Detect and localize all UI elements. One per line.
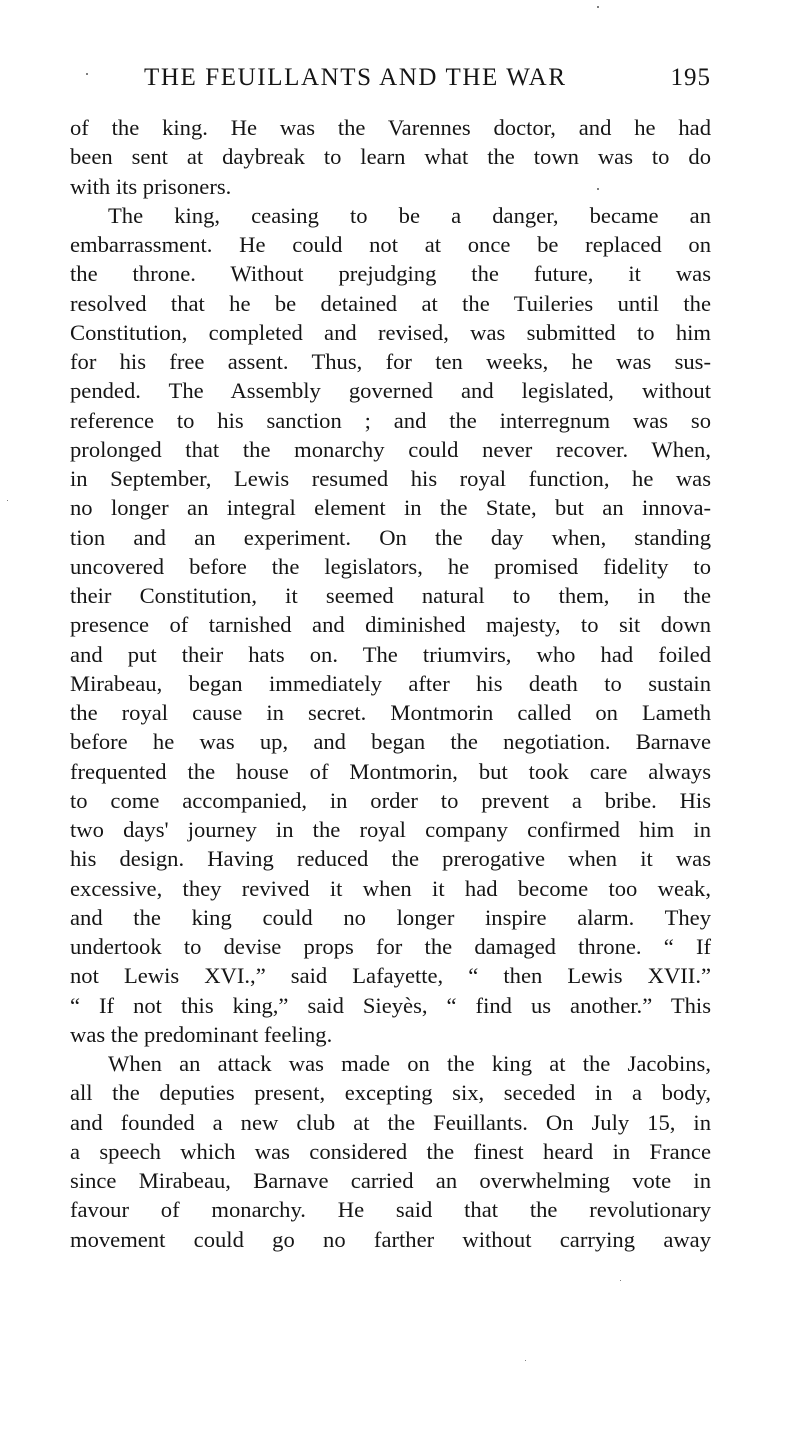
- text-line: presence of tarnished and diminished majesty, to sit down: [70, 612, 711, 638]
- text-line: with its prisoners.: [70, 173, 232, 199]
- text-line: resolved that he be detained at the Tuileries until the: [70, 290, 711, 316]
- scan-speck: [86, 73, 88, 75]
- text-line: tion and an experiment. On the day when, standing: [70, 524, 711, 550]
- scan-speck: [620, 1280, 621, 1281]
- text-line: movement could go no farther without carrying away: [70, 1226, 711, 1252]
- text-line: no longer an integral element in the State, but an innova-: [70, 495, 711, 521]
- text-line: frequented the house of Montmorin, but took care always: [70, 758, 711, 784]
- text-line: When an attack was made on the king at the Jacobins,: [108, 1051, 711, 1076]
- text-line: the throne. Without prejudging the future, it was: [70, 261, 711, 287]
- text-line: the royal cause in secret. Montmorin called on Lameth: [70, 700, 711, 725]
- text-line: pended. The Assembly governed and legislated, without: [70, 378, 711, 404]
- running-head: [70, 60, 711, 96]
- text-line: a speech which was considered the finest heard in France: [70, 1138, 711, 1164]
- text-line: The king, ceasing to be a danger, became an: [108, 202, 711, 228]
- text-line: since Mirabeau, Barnave carried an overwhelming vote in: [70, 1168, 711, 1193]
- text-line: excessive, they revived it when it had become too weak,: [70, 875, 711, 901]
- text-line: for his free assent. Thus, for ten weeks, he was sus-: [70, 349, 711, 374]
- text-line: of the king. He was the Varennes doctor, and he had: [70, 115, 711, 140]
- text-line: their Constitution, it seemed natural to them, in the: [70, 583, 711, 608]
- page-number: 195: [670, 64, 711, 91]
- body-text: [70, 113, 711, 1254]
- text-line: Constitution, completed and revised, was submitted to him: [70, 319, 711, 345]
- text-line: embarrassment. He could not at once be replaced on: [70, 232, 711, 257]
- text-line: favour of monarchy. He said that the revolutionary: [70, 1197, 711, 1223]
- text-line: been sent at daybreak to learn what the town was to do: [70, 144, 711, 170]
- text-line: “ If not this king,” said Sieyès, “ find us another.” This: [70, 992, 711, 1018]
- text-line: in September, Lewis resumed his royal function, he was: [70, 466, 711, 491]
- text-line: was the predominant feeling.: [70, 1021, 333, 1047]
- text-line: prolonged that the monarchy could never recover. When,: [70, 436, 711, 462]
- text-line: before he was up, and began the negotiation. Barnave: [70, 729, 711, 755]
- text-line: reference to his sanction ; and the interregnum was so: [70, 407, 711, 433]
- text-line: two days' journey in the royal company confirmed him in: [70, 817, 711, 842]
- text-line: not Lewis XVI.,” said Lafayette, “ then Lewis XVII.”: [70, 963, 711, 989]
- scan-speck: [525, 1360, 526, 1361]
- text-line: to come accompanied, in order to prevent a bribe. His: [70, 787, 711, 813]
- text-line: Mirabeau, began immediately after his death to sustain: [70, 670, 711, 696]
- text-line: all the deputies present, excepting six, seceded in a body,: [70, 1080, 711, 1106]
- text-line: uncovered before the legislators, he promised fidelity to: [70, 553, 711, 579]
- text-line: undertook to devise props for the damaged throne. “ If: [70, 934, 711, 959]
- text-line: and the king could no longer inspire alarm. They: [70, 904, 711, 930]
- scan-speck: [597, 6, 599, 8]
- text-line: and put their hats on. The triumvirs, who had foiled: [70, 641, 711, 667]
- running-title: THE FEUILLANTS AND THE WAR: [144, 64, 567, 91]
- scan-speck: [597, 188, 599, 190]
- scan-speck: [7, 500, 8, 501]
- text-line: and founded a new club at the Feuillants. On July 15, in: [70, 1109, 711, 1135]
- text-line: his design. Having reduced the prerogative when it was: [70, 846, 711, 872]
